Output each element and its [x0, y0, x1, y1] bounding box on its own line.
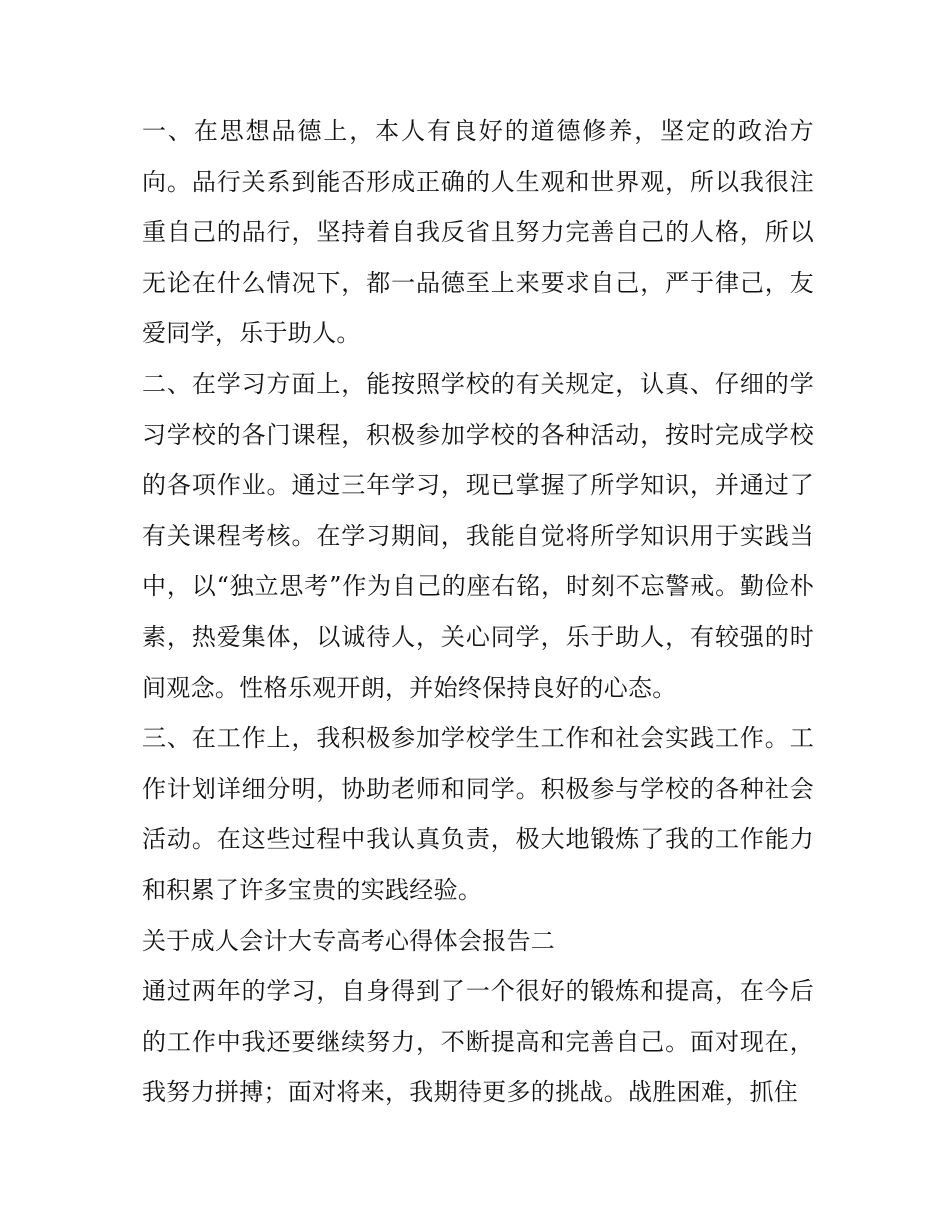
paragraph-study: 二、在学习方面上，能按照学校的有关规定，认真、仔细的学习学校的各门课程，积极参加学校的各种活动，按时完成学校的各项作业。通过三年学习，现已掌握了所学知识，并通过了有关课程考核。在学习期间，我能自觉将所学知识用于实践当中，以“独立思考”作为自己的座右铭，时刻不忘警戒。勤俭朴素，热爱集体，以诚待人，关心同学，乐于助人，有较强的时间观念。性格乐观开朗，并始终保持良好的心态。	[142, 369, 814, 702]
paragraph-reflection: 通过两年的学习，自身得到了一个很好的锻炼和提高，在今后的工作中我还要继续努力，不断提高和完善自己。面对现在，我努力拼搏；面对将来，我期待更多的挑战。战胜困难，抓住	[142, 977, 814, 1107]
document-body	[142, 106, 814, 1118]
paragraph-moral-character: 一、在思想品德上，本人有良好的道德修养，坚定的政治方向。品行关系到能否形成正确的人生观和世界观，所以我很注重自己的品行，坚持着自我反省且努力完善自己的人格，所以无论在什么情况下，都一品德至上来要求自己，严于律己，友爱同学，乐于助人。	[142, 117, 814, 348]
section-heading: 关于成人会计大专高考心得体会报告二	[142, 926, 556, 955]
paragraph-work: 三、在工作上，我积极参加学校学生工作和社会实践工作。工作计划详细分明，协助老师和同学。积极参与学校的各种社会活动。在这些过程中我认真负责，极大地锻炼了我的工作能力和积累了许多宝贵的实践经验。	[142, 724, 814, 904]
